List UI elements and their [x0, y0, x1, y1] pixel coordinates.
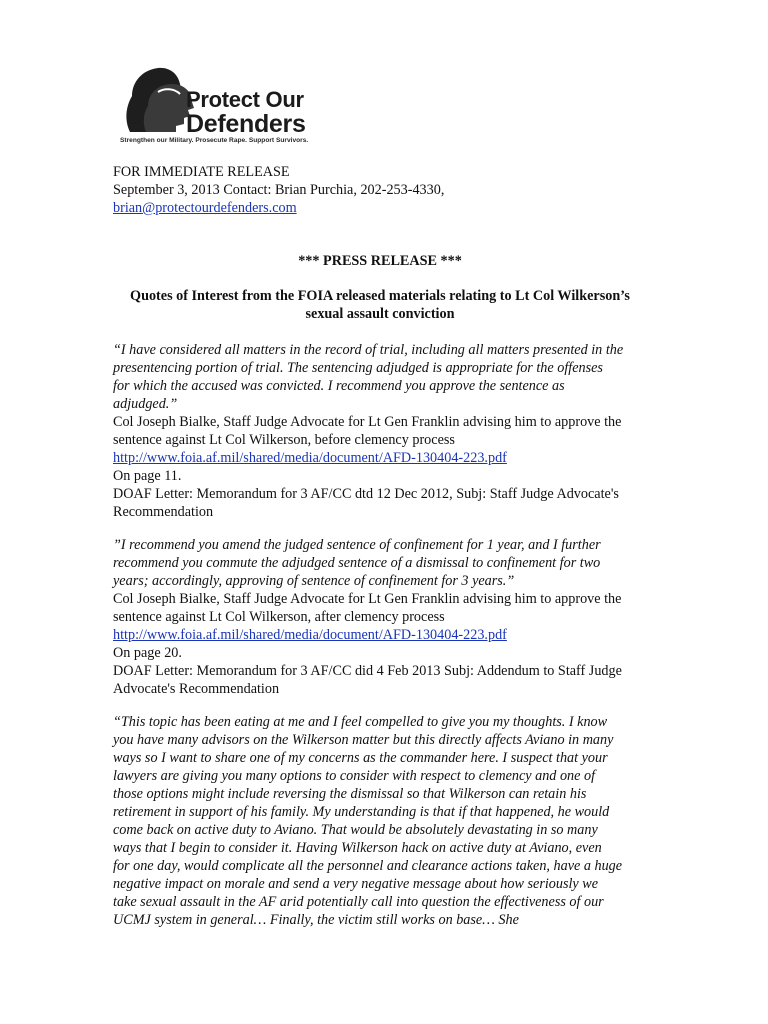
- quote-line: for one day, would complicate all the personnel and clearance actions taken, have a huge: [113, 858, 623, 874]
- quote-line: ”I recommend you amend the judged sentence of confinement for 1 year, and I further: [113, 537, 601, 553]
- quote-line: “This topic has been eating at me and I feel compelled to give you my thoughts. I know: [113, 714, 608, 730]
- foia-document-link[interactable]: http://www.foia.af.mil/shared/media/document/AFD-130404-223.pdf: [113, 450, 507, 466]
- quote-line: “I have considered all matters in the record of trial, including all matters presented in the: [113, 342, 624, 358]
- quote-line: for which the accused was convicted. I recommend you approve the sentence as: [113, 378, 565, 394]
- quote-line: take sexual assault in the AF arid potentially call into question the effectiveness of our: [113, 894, 604, 910]
- page-reference: On page 20.: [113, 645, 182, 661]
- attribution-line: Col Joseph Bialke, Staff Judge Advocate for Lt Gen Franklin advising him to approve the: [113, 591, 622, 607]
- quote-block-2: [113, 536, 673, 698]
- quote-line: those options might include reversing the dismissal so that Wilkerson can retain his: [113, 786, 587, 802]
- page-reference: On page 11.: [113, 468, 182, 484]
- quote-line: negative impact on morale and send a very negative message about how seriously we: [113, 876, 599, 892]
- title-line: sexual assault conviction: [305, 306, 455, 322]
- doaf-letter-line: DOAF Letter: Memorandum for 3 AF/CC did 4 Feb 2013 Subj: Addendum to Staff Judge: [113, 663, 622, 679]
- attribution-line: sentence against Lt Col Wilkerson, before clemency process: [113, 432, 455, 448]
- title-line: Quotes of Interest from the FOIA released materials relating to Lt Col Wilkerson’s: [130, 288, 630, 304]
- quote-block-3: [113, 713, 673, 929]
- press-release-label: *** PRESS RELEASE ***: [298, 253, 462, 269]
- immediate-release-label: FOR IMMEDIATE RELEASE: [113, 164, 290, 180]
- quote-line: retirement in support of his family. My understanding is that if that happened, he would: [113, 804, 610, 820]
- logo-text-line1: Protect Our: [186, 87, 304, 112]
- quote-block-1: [113, 341, 673, 521]
- quote-line: come back on active duty to Aviano. That would be absolutely devastating in so many: [113, 822, 598, 838]
- protect-our-defenders-logo: [118, 62, 330, 150]
- contact-email-link[interactable]: brian@protectourdefenders.com: [113, 200, 297, 216]
- doaf-letter-line: Advocate's Recommendation: [113, 681, 280, 697]
- release-header: [113, 163, 444, 217]
- foia-document-link[interactable]: http://www.foia.af.mil/shared/media/document/AFD-130404-223.pdf: [113, 627, 507, 643]
- doaf-letter-line: Recommendation: [113, 504, 214, 520]
- doaf-letter-line: DOAF Letter: Memorandum for 3 AF/CC dtd 12 Dec 2012, Subj: Staff Judge Advocate's: [113, 486, 619, 502]
- date-contact-line: September 3, 2013 Contact: Brian Purchia, 202-253-4330,: [113, 182, 445, 198]
- quote-line: years; accordingly, approving of sentence of confinement for 3 years.”: [113, 573, 515, 589]
- release-title: [100, 287, 660, 323]
- quote-line: presentencing portion of trial. The sentencing adjudged is appropriate for the offenses: [113, 360, 603, 376]
- quote-line: ways that I begin to consider it. Having Wilkerson hack on active duty at Aviano, even: [113, 840, 602, 856]
- logo-tagline: Strengthen our Military. Prosecute Rape. Support Survivors.: [120, 137, 309, 144]
- attribution-line: Col Joseph Bialke, Staff Judge Advocate for Lt Gen Franklin advising him to approve the: [113, 414, 622, 430]
- quote-line: recommend you commute the adjudged sentence of a dismissal to confinement for two: [113, 555, 601, 571]
- quote-line: UCMJ system in general… Finally, the victim still works on base… She: [113, 912, 519, 928]
- quote-line: lawyers are giving you many options to consider with respect to clemency and one of: [113, 768, 596, 784]
- logo-text-line2: Defenders: [186, 110, 306, 138]
- quote-line: you have many advisors on the Wilkerson matter but this directly affects Aviano in many: [113, 732, 614, 748]
- quote-line: ways so I want to share one of my concerns as the commander here. I suspect that your: [113, 750, 608, 766]
- attribution-line: sentence against Lt Col Wilkerson, after clemency process: [113, 609, 445, 625]
- quote-line: adjudged.”: [113, 396, 178, 412]
